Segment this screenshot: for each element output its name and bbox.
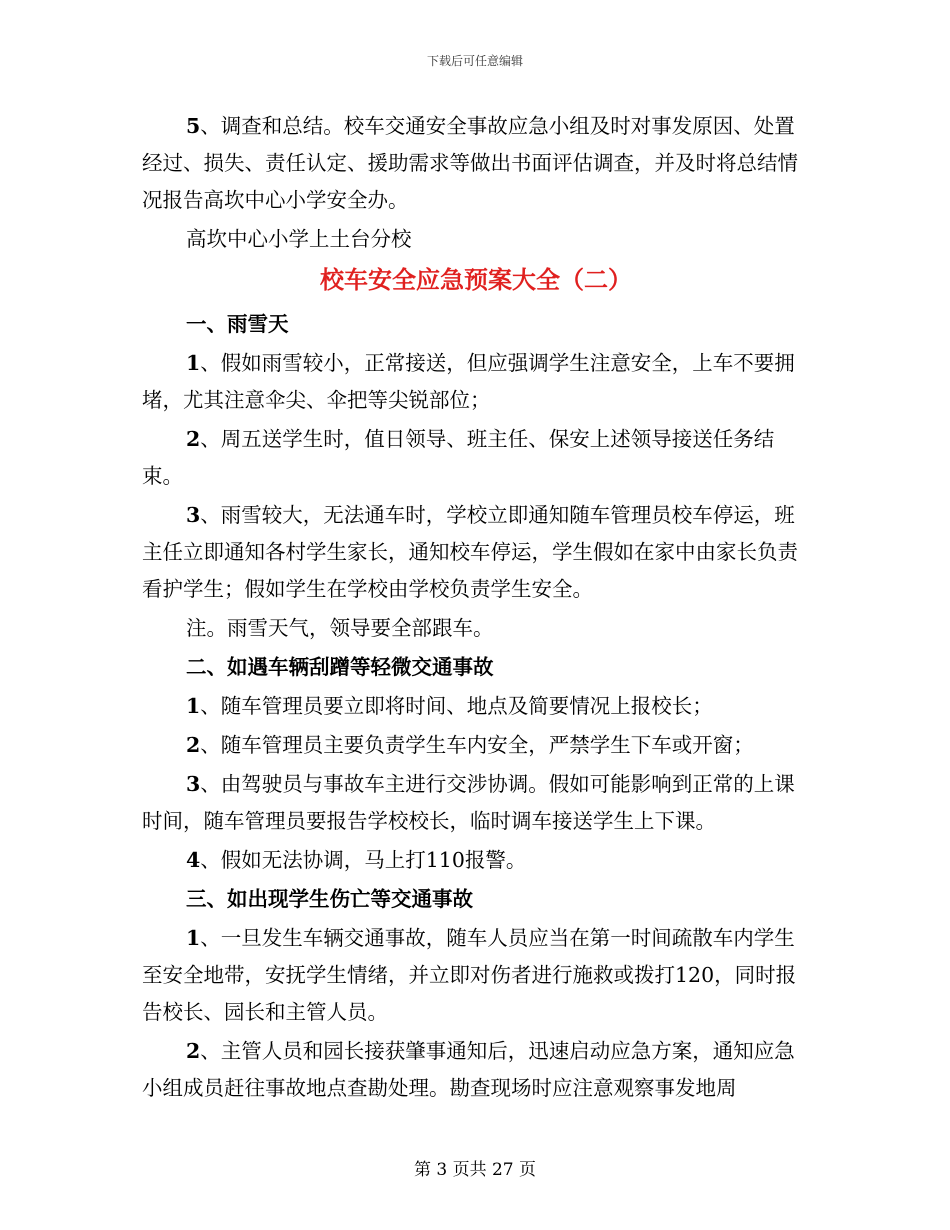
section-heading-3: 三、如出现学生伤亡等交通事故 xyxy=(186,887,473,911)
item-number: 2 xyxy=(186,1039,201,1063)
paragraph-5 xyxy=(142,108,810,219)
item-number: 3 xyxy=(186,503,201,527)
section1-note: 注。雨雪天气，领导要全部跟车。 xyxy=(186,616,494,640)
document-body xyxy=(142,108,810,1109)
section1-item-2 xyxy=(142,421,810,495)
item-text: 、假如雨雪较小，正常接送，但应强调学生注意安全，上车不要拥堵，尤其注意伞尖、伞把等尖锐部位； xyxy=(142,351,795,412)
page-footer: 第 3 页共 27 页 xyxy=(413,1160,537,1180)
section3-item-2 xyxy=(142,1033,810,1107)
item-number: 1 xyxy=(186,694,201,718)
item-number: 4 xyxy=(186,848,201,872)
item-number: 1 xyxy=(186,351,201,375)
section1-item-3 xyxy=(142,497,810,608)
item-number: 5 xyxy=(186,114,201,138)
page-header: 下载后可任意编辑 xyxy=(426,54,523,68)
section2-item-3 xyxy=(142,766,810,840)
section1-item-1 xyxy=(142,345,810,419)
section3-item-1 xyxy=(142,920,810,1031)
section-heading-2: 二、如遇车辆刮蹭等轻微交通事故 xyxy=(186,655,494,679)
item-text: 、雨雪较大，无法通车时，学校立即通知随车管理员校车停运，班主任立即通知各村学生家长，通知校车停运，学生假如在家中由家长负责看护学生；假如学生在学校由学校负责学生安全。 xyxy=(142,503,798,601)
section2-item-1 xyxy=(142,688,810,725)
section2-item-4 xyxy=(142,842,810,879)
item-text: 、由驾驶员与事故车主进行交涉协调。假如可能影响到正常的上课时间，随车管理员要报告学校校长，临时调车接送学生上下课。 xyxy=(142,772,795,833)
item-number: 2 xyxy=(186,427,201,451)
item-text: 、主管人员和园长接获肇事通知后，迅速启动应急方案，通知应急小组成员赶往事故地点查勘处理。勘查现场时应注意观察事发地周 xyxy=(142,1039,795,1100)
item-text: 、周五送学生时，值日领导、班主任、保安上述领导接送任务结束。 xyxy=(142,427,775,488)
section2-item-2 xyxy=(142,727,810,764)
item-number: 1 xyxy=(186,926,201,950)
signature: 高坎中心小学上土台分校 xyxy=(186,227,412,251)
document-title: 校车安全应急预案大全（二） xyxy=(320,265,632,294)
section-heading-1: 一、雨雪天 xyxy=(186,312,289,336)
item-number: 3 xyxy=(186,772,201,796)
item-number: 2 xyxy=(186,733,201,757)
item-text: 、一旦发生车辆交通事故，随车人员应当在第一时间疏散车内学生至安全地带，安抚学生情绪，并立即对伤者进行施救或拨打120，同时报告校长、园长和主管人员。 xyxy=(142,926,797,1024)
item-text: 、随车管理员主要负责学生车内安全，严禁学生下车或开窗； xyxy=(200,733,754,757)
item-text: 、假如无法协调，马上打110报警。 xyxy=(200,848,527,872)
item-text: 、随车管理员要立即将时间、地点及简要情况上报校长； xyxy=(200,694,713,718)
item-text: 、调查和总结。校车交通安全事故应急小组及时对事发原因、处置经过、损失、责任认定、援助需求等做出书面评估调查，并及时将总结情况报告高坎中心小学安全办。 xyxy=(142,114,798,212)
